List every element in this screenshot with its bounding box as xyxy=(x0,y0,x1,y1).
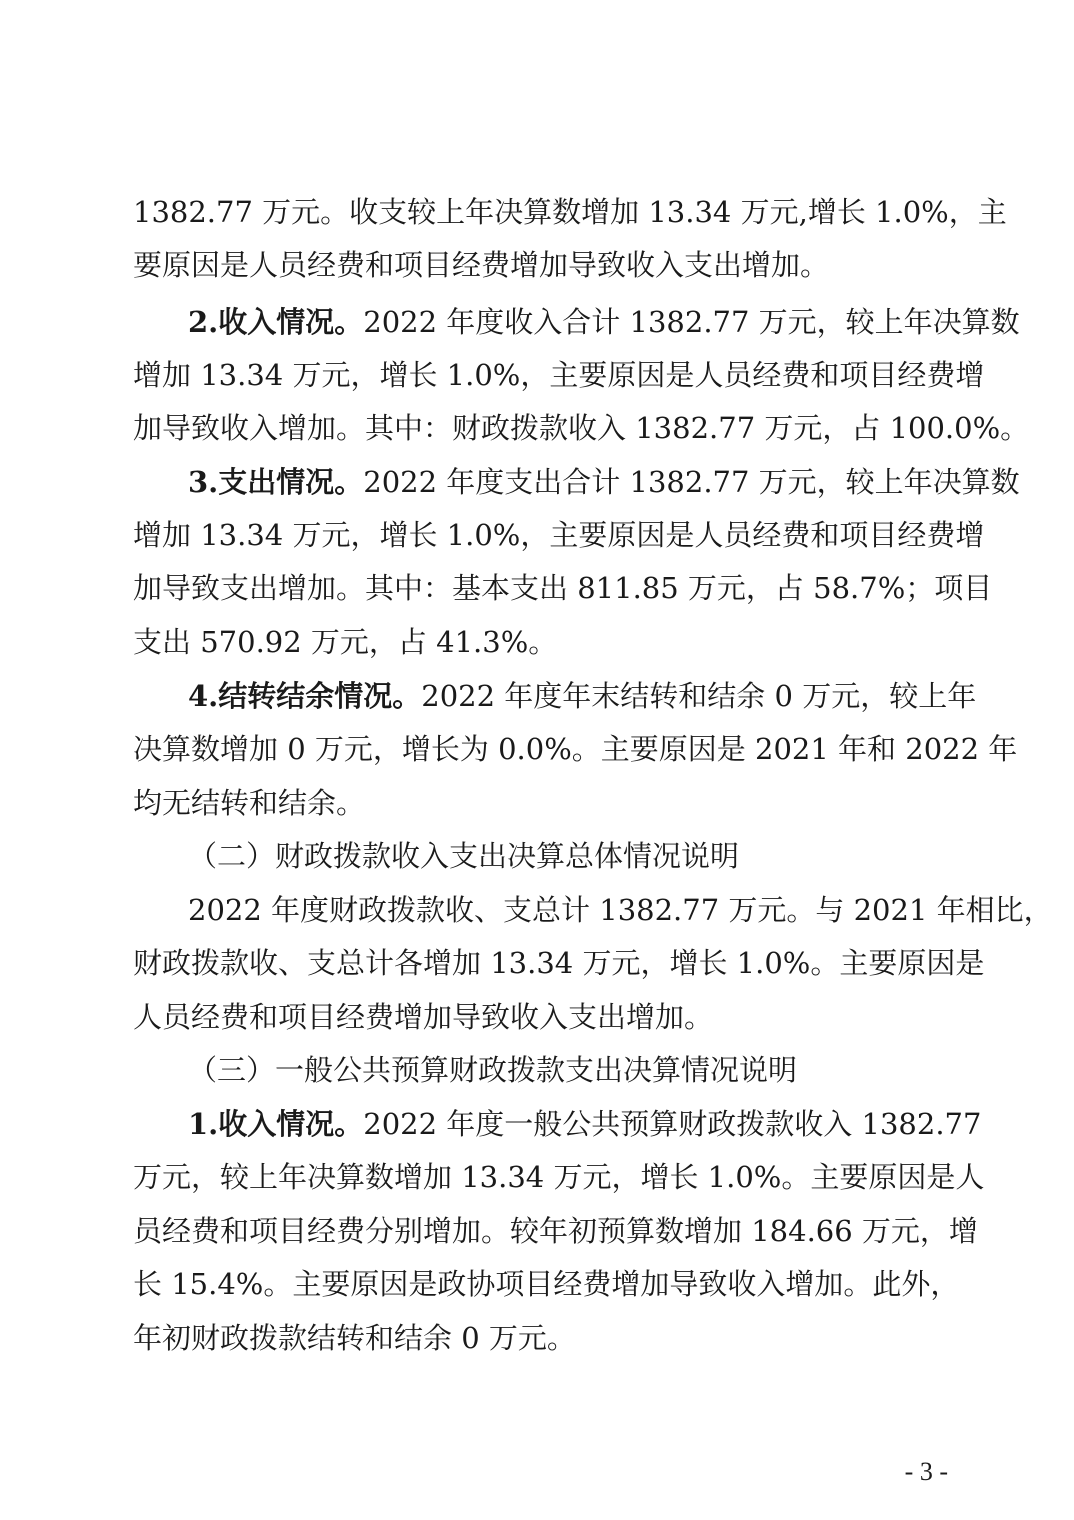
paragraph-first-line xyxy=(188,1104,982,1144)
body-line: 长 15.4%。主要原因是政协项目经费增加导致收入增加。此外， xyxy=(133,1267,960,1301)
body-text: 2022 年度支出合计 1382.77 万元，较上年决算数 xyxy=(363,465,1020,499)
body-line: 决算数增加 0 万元，增长为 0.0%。主要原因是 2021 年和 2022 年 xyxy=(133,732,1018,766)
paragraph-heading: 2.收入情况。 xyxy=(188,305,364,339)
body-line: 均无结转和结余。 xyxy=(133,786,366,820)
body-line: 支出 570.92 万元，占 41.3%。 xyxy=(133,625,558,659)
body-text: 2022 年度一般公共预算财政拨款收入 1382.77 xyxy=(363,1107,982,1141)
body-line: 2022 年度财政拨款收、支总计 1382.77 万元。与 2021 年相比， xyxy=(188,893,1053,927)
body-line: 财政拨款收、支总计各增加 13.34 万元，增长 1.0%。主要原因是 xyxy=(133,946,985,980)
body-line: 增加 13.34 万元，增长 1.0%，主要原因是人员经费和项目经费增 xyxy=(133,518,985,552)
body-text: 2022 年度年末结转和结余 0 万元，较上年 xyxy=(421,679,977,713)
body-line: 要原因是人员经费和项目经费增加导致收入支出增加。 xyxy=(133,248,830,282)
body-line: 年初财政拨款结转和结余 0 万元。 xyxy=(133,1321,576,1355)
paragraph-heading: 3.支出情况。 xyxy=(188,465,364,499)
body-text: 2022 年度收入合计 1382.77 万元，较上年决算数 xyxy=(363,305,1020,339)
section-subheading: （三）一般公共预算财政拨款支出决算情况说明 xyxy=(188,1053,798,1087)
body-line: 加导致支出增加。其中：基本支出 811.85 万元，占 58.7%；项目 xyxy=(133,571,993,605)
body-line: 员经费和项目经费分别增加。较年初预算数增加 184.66 万元，增 xyxy=(133,1214,978,1248)
paragraph-first-line xyxy=(188,302,1020,342)
body-line: 万元，较上年决算数增加 13.34 万元，增长 1.0%。主要原因是人 xyxy=(133,1160,985,1194)
page-number: - 3 - xyxy=(904,1457,948,1486)
body-line: 人员经费和项目经费增加导致收入支出增加。 xyxy=(133,1000,714,1034)
paragraph-heading: 1.收入情况。 xyxy=(188,1107,364,1141)
section-subheading: （二）财政拨款收入支出决算总体情况说明 xyxy=(188,839,740,873)
body-line: 1382.77 万元。收支较上年决算数增加 13.34 万元,增长 1.0%，主 xyxy=(133,195,1007,229)
paragraph-heading: 4.结转结余情况。 xyxy=(188,679,422,713)
paragraph-first-line xyxy=(188,462,1020,502)
body-line: 增加 13.34 万元，增长 1.0%，主要原因是人员经费和项目经费增 xyxy=(133,358,985,392)
paragraph-first-line xyxy=(188,676,977,716)
body-line: 加导致收入增加。其中：财政拨款收入 1382.77 万元，占 100.0%。 xyxy=(133,411,1030,445)
